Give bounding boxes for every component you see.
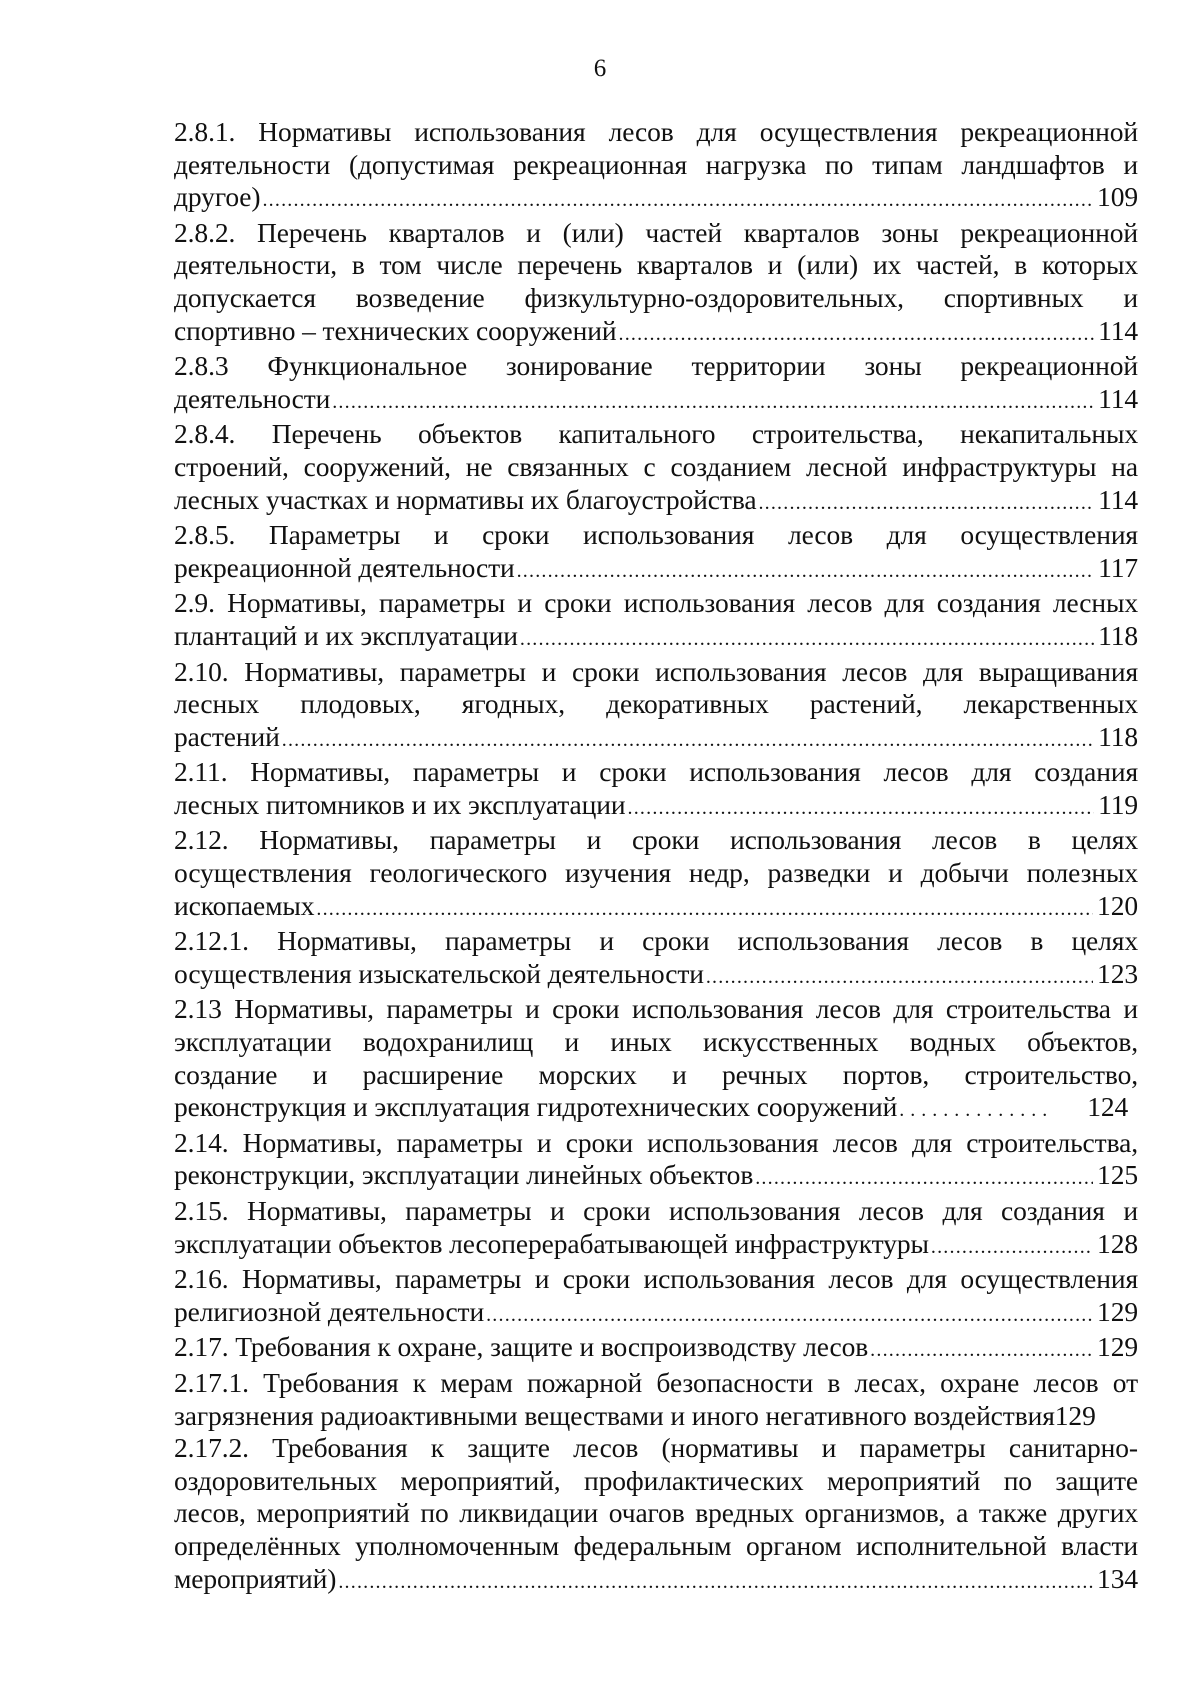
toc-entry-last-line (174, 484, 1138, 520)
toc-entry (174, 350, 1138, 418)
dot-leader (899, 1094, 1053, 1127)
toc-entry-line: 2.8.5. Параметры и сроки использования лесов для осуществления (174, 519, 1138, 551)
toc-entry-line: 2.8.4. Перечень объектов капитального строительства, некапитальных (174, 418, 1138, 450)
toc-entry-last-line (174, 1159, 1138, 1195)
toc-entry-last-line (174, 1331, 1138, 1367)
toc-entry-title-end: религиозной деятельности (174, 1295, 485, 1327)
toc-page-number: 124 (1087, 1091, 1129, 1123)
toc-entry (174, 993, 1138, 1126)
toc-entry-title-end: растений (174, 720, 280, 752)
toc-entry-last-line (174, 1296, 1138, 1332)
toc-entry-line: лесных плодовых, ягодных, декоративных растений, лекарственных (174, 688, 1138, 720)
toc-entry-line: 2.8.3 Функциональное зонирование территории зоны рекреационной (174, 350, 1138, 382)
toc-entry-title-end: реконструкции, эксплуатации линейных объектов (174, 1159, 754, 1191)
toc-entry (174, 756, 1138, 824)
toc-entry-title-end: мероприятий) (174, 1562, 337, 1594)
toc-entry (174, 656, 1138, 757)
toc-entry-line: деятельности, в том числе перечень кварталов и (или) их частей, в которых (174, 249, 1138, 281)
toc-entry-title-end: плантаций и их эксплуатации (174, 619, 518, 651)
toc-page-number: 129 (1097, 1295, 1138, 1327)
toc-entry-line: 2.12. Нормативы, параметры и сроки использования лесов в целях (174, 824, 1138, 856)
toc-entry-title-end: спортивно – технических сооружений (174, 314, 617, 346)
page-number: 6 (593, 55, 607, 82)
dot-leader (282, 724, 1094, 757)
toc-entry (174, 1263, 1138, 1331)
dot-leader (316, 893, 1093, 926)
toc-page-number: 114 (1098, 382, 1138, 414)
toc-entry-line: деятельности (допустимая рекреационная нагрузка по типам ландшафтов и (174, 148, 1138, 180)
toc-entry-last-line (174, 789, 1138, 825)
toc-page-number: 114 (1098, 483, 1138, 515)
toc-entry-title-end: осуществления изыскательской деятельности (174, 957, 704, 989)
toc-entry-line: осуществления геологического изучения недр, разведки и добычи полезных (174, 857, 1138, 889)
dot-leader (931, 1231, 1093, 1264)
toc-entry-last-line (174, 721, 1138, 757)
toc-entry-title-end: деятельности (174, 382, 331, 414)
toc-entry-title-end: эксплуатации объектов лесоперерабатывающей инфраструктуры (174, 1227, 929, 1259)
toc-entry-line: 2.17.1. Требования к мерам пожарной безопасности в лесах, охране лесов от (174, 1366, 1138, 1398)
toc-entry (174, 925, 1138, 993)
toc-entry (174, 116, 1138, 217)
toc-entry-last-line (174, 315, 1138, 351)
toc-entry-line: 2.11. Нормативы, параметры и сроки использования лесов для создания (174, 756, 1138, 788)
toc-entry-title-end: рекреационной деятельности (174, 551, 515, 583)
dot-leader (338, 1566, 1093, 1599)
toc-entry (174, 1432, 1138, 1598)
toc-entry-line: 2.8.1. Нормативы использования лесов для осуществления рекреационной (174, 116, 1138, 147)
toc-entry (174, 1195, 1138, 1263)
toc-entry (174, 824, 1138, 925)
toc-page-number: 123 (1097, 957, 1138, 989)
toc-entry-line: 2.17.2. Требования к защите лесов (нормативы и параметры санитарно- (174, 1432, 1138, 1464)
toc-entry-last-line (174, 1563, 1138, 1599)
toc-page-number: 125 (1097, 1159, 1138, 1191)
table-of-contents (174, 116, 1138, 1598)
toc-entry-line: допускается возведение физкультурно-оздоровительных, спортивных и (174, 281, 1138, 313)
dot-leader (486, 1299, 1093, 1332)
toc-entry-title-end: 2.17. Требования к охране, защите и воспроизводству лесов (174, 1331, 869, 1363)
dot-leader (628, 792, 1095, 825)
toc-entry-title-end: другое) (174, 181, 261, 213)
toc-page-number: 129 (1054, 1399, 1096, 1431)
toc-entry-last-line (174, 1091, 1138, 1127)
toc-entry-line: 2.8.2. Перечень кварталов и (или) частей кварталов зоны рекреационной (174, 216, 1138, 248)
toc-entry (174, 587, 1138, 655)
toc-entry-last-line (174, 890, 1138, 926)
dot-leader (706, 961, 1093, 994)
toc-page-number: 117 (1098, 551, 1138, 583)
dot-leader (758, 487, 1094, 520)
dot-leader (870, 1334, 1093, 1367)
toc-entry-last-line (174, 958, 1138, 994)
toc-entry (174, 418, 1138, 519)
toc-entry-line: 2.13 Нормативы, параметры и сроки использования лесов для строительства и (174, 993, 1138, 1025)
toc-page-number: 119 (1098, 788, 1138, 820)
toc-entry (174, 1127, 1138, 1195)
toc-page-number: 129 (1097, 1331, 1138, 1363)
toc-entry-line: 2.16. Нормативы, параметры и сроки использования лесов для осуществления (174, 1263, 1138, 1295)
toc-entry-line: 2.12.1. Нормативы, параметры и сроки использования лесов в целях (174, 925, 1138, 957)
toc-entry-line: 2.14. Нормативы, параметры и сроки использования лесов для строительства, (174, 1126, 1138, 1158)
toc-entry-line: 2.10. Нормативы, параметры и сроки использования лесов для выращивания (174, 655, 1138, 687)
toc-entry-title-end: загрязнения радиоактивными веществами и иного негативного воздействия (174, 1399, 1055, 1431)
toc-page-number: 120 (1097, 889, 1138, 921)
toc-entry-line: строений, сооружений, не связанных с созданием лесной инфраструктуры на (174, 450, 1138, 482)
dot-leader (262, 184, 1093, 217)
dot-leader (517, 555, 1094, 588)
dot-leader (619, 318, 1095, 351)
toc-entry-last-line (174, 1400, 1138, 1433)
toc-entry-title-end: реконструкция и эксплуатация гидротехнических сооружений (174, 1091, 898, 1123)
toc-entry-line: создание и расширение морских и речных портов, строительство, (174, 1058, 1138, 1090)
toc-entry-last-line (174, 383, 1138, 419)
toc-entry-title-end: лесных питомников и их эксплуатации (174, 788, 626, 820)
dot-leader (520, 623, 1094, 656)
toc-page-number: 118 (1098, 619, 1138, 651)
toc-entry (174, 1331, 1138, 1367)
toc-entry-title-end: ископаемых (174, 889, 315, 921)
toc-entry-line: оздоровительных мероприятий, профилактических мероприятий по защите (174, 1464, 1138, 1496)
dot-leader (755, 1162, 1093, 1195)
toc-entry-title-end: лесных участках и нормативы их благоустройства (174, 483, 757, 515)
toc-entry-last-line (174, 181, 1138, 217)
toc-entry-last-line (174, 1228, 1138, 1264)
toc-entry-line: 2.15. Нормативы, параметры и сроки использования лесов для создания и (174, 1195, 1138, 1226)
toc-page-number: 128 (1097, 1227, 1138, 1259)
toc-entry-line: определённых уполномоченным федеральным органом исполнительной власти (174, 1529, 1138, 1561)
toc-entry-line: эксплуатации водохранилищ и иных искусственных водных объектов, (174, 1026, 1138, 1058)
toc-page-number: 134 (1097, 1562, 1138, 1594)
toc-entry (174, 217, 1138, 350)
toc-entry-last-line (174, 620, 1138, 656)
toc-entry-last-line (174, 552, 1138, 588)
toc-entry-line: лесов, мероприятий по ликвидации очагов вредных организмов, а также других (174, 1497, 1138, 1529)
toc-page-number: 114 (1098, 314, 1138, 346)
toc-page-number: 109 (1097, 181, 1138, 213)
toc-page-number: 118 (1098, 720, 1138, 752)
toc-entry-line: 2.9. Нормативы, параметры и сроки использования лесов для создания лесных (174, 587, 1138, 619)
toc-entry (174, 1367, 1138, 1432)
dot-leader (332, 386, 1094, 419)
toc-entry (174, 519, 1138, 587)
